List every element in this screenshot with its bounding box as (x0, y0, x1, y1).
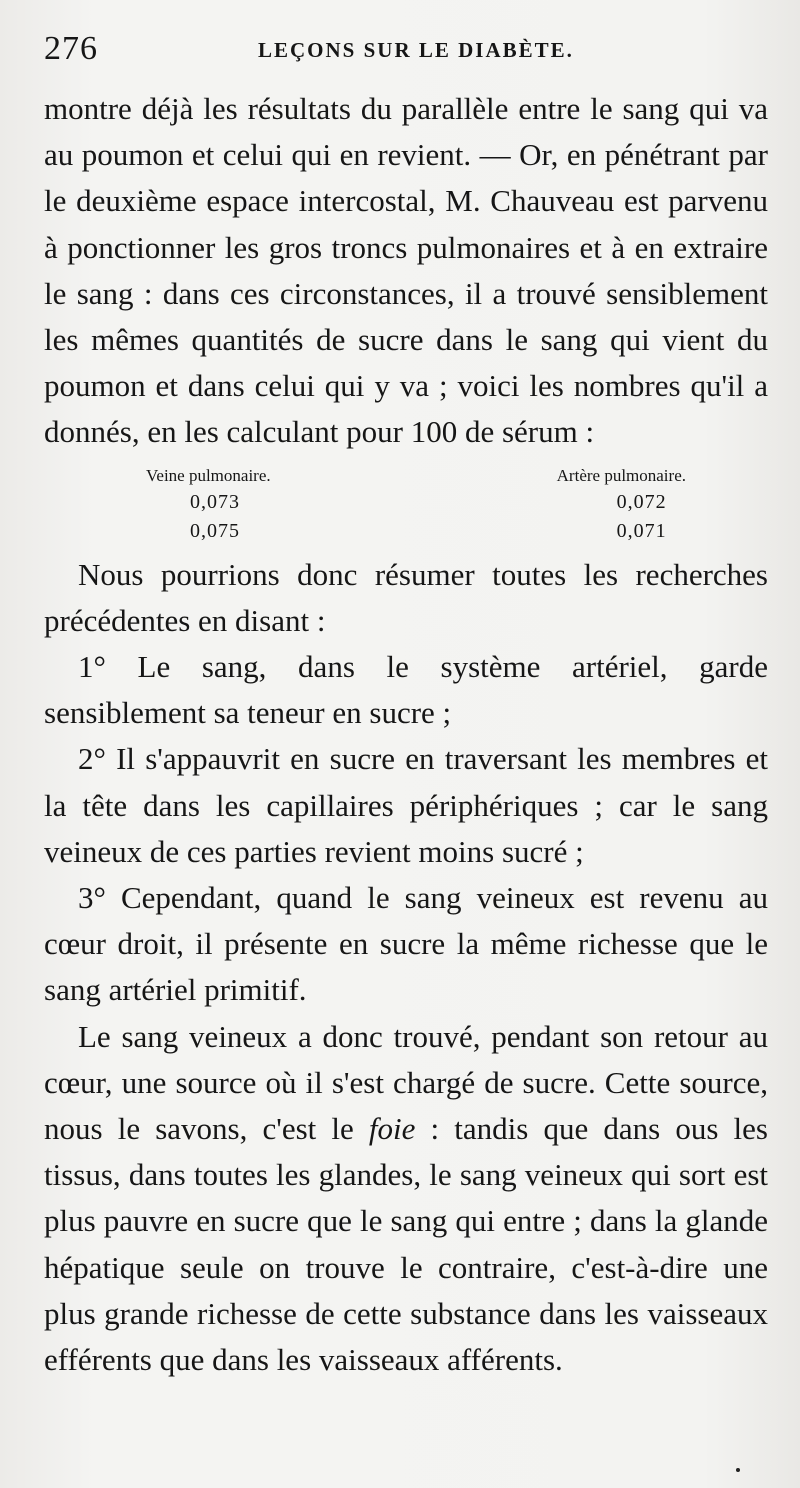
running-head: LEÇONS SUR LE DIABÈTE. (258, 38, 574, 62)
table-value: 0,071 (616, 519, 667, 542)
column-header: Artère pulmonaire. (556, 465, 686, 485)
table-value: 0,072 (616, 490, 667, 513)
page-header (44, 0, 768, 86)
table-value: 0,075 (190, 519, 240, 542)
table-value: 0,073 (190, 490, 240, 513)
table-column-pulmonary-vein (146, 464, 271, 546)
paragraph-5: 3° Cependant, quand le sang veineux est revenu au cœur droit, il présente en sucre la même richesse que le sang artériel primitif. (44, 880, 768, 1008)
paragraph-2: Nous pourrions donc résumer toutes les recherches précédentes en disant : (44, 556, 768, 638)
italic-word: foie (368, 1111, 416, 1147)
paragraph-4: 2° Il s'appauvrit en sucre en traversant les membres et la tête dans les capillaires périphériques ; car le sang veineux de ces parties revient moins sucré ; (44, 741, 768, 869)
paragraph-1: montre déjà les résultats du parallèle entre le sang qui va au poumon et celui qui en revient. — Or, en pénétrant par le deuxième espace intercostal, M. Chauveau est parvenu à ponctionner les gros troncs pulmonaires et à en extraire le sang : dans ces circonstances, il a trouvé sensiblement les mêmes quantités de sucre dans le sang qui vient du poumon et dans celui qui y va ; voici les nombres qu'il a donnés, en les calculant pour 100 de sérum : (44, 91, 768, 450)
paragraph-6 (44, 1014, 768, 1384)
paragraph-3: 1° Le sang, dans le système artériel, garde sensiblement sa teneur en sucre ; (44, 649, 768, 731)
column-header: Veine pulmonaire. (146, 465, 271, 485)
table-column-pulmonary-artery (557, 464, 686, 546)
paragraph-6-start: Le sang veineux a donc trouvé, pendant son retour au cœur, une source où il s'est chargé de sucre. Cette source, nous le savons, c'est le (44, 1018, 768, 1147)
sugar-values-table (44, 464, 768, 546)
body-text (44, 86, 768, 1383)
paragraph-6-end: : tandis que dans ous les tissus, dans toutes les glandes, le sang veineux qui sort est plus pauvre en sucre que le sang qui entre ; dans la glande hépatique seule on trouve le contraire, c'est-à-dire une plus grande richesse de cette substance dans les vaisseaux efférents que dans les vaisseaux afférents. (44, 1111, 768, 1378)
print-speck (736, 1468, 740, 1472)
page-number: 276 (44, 30, 98, 67)
